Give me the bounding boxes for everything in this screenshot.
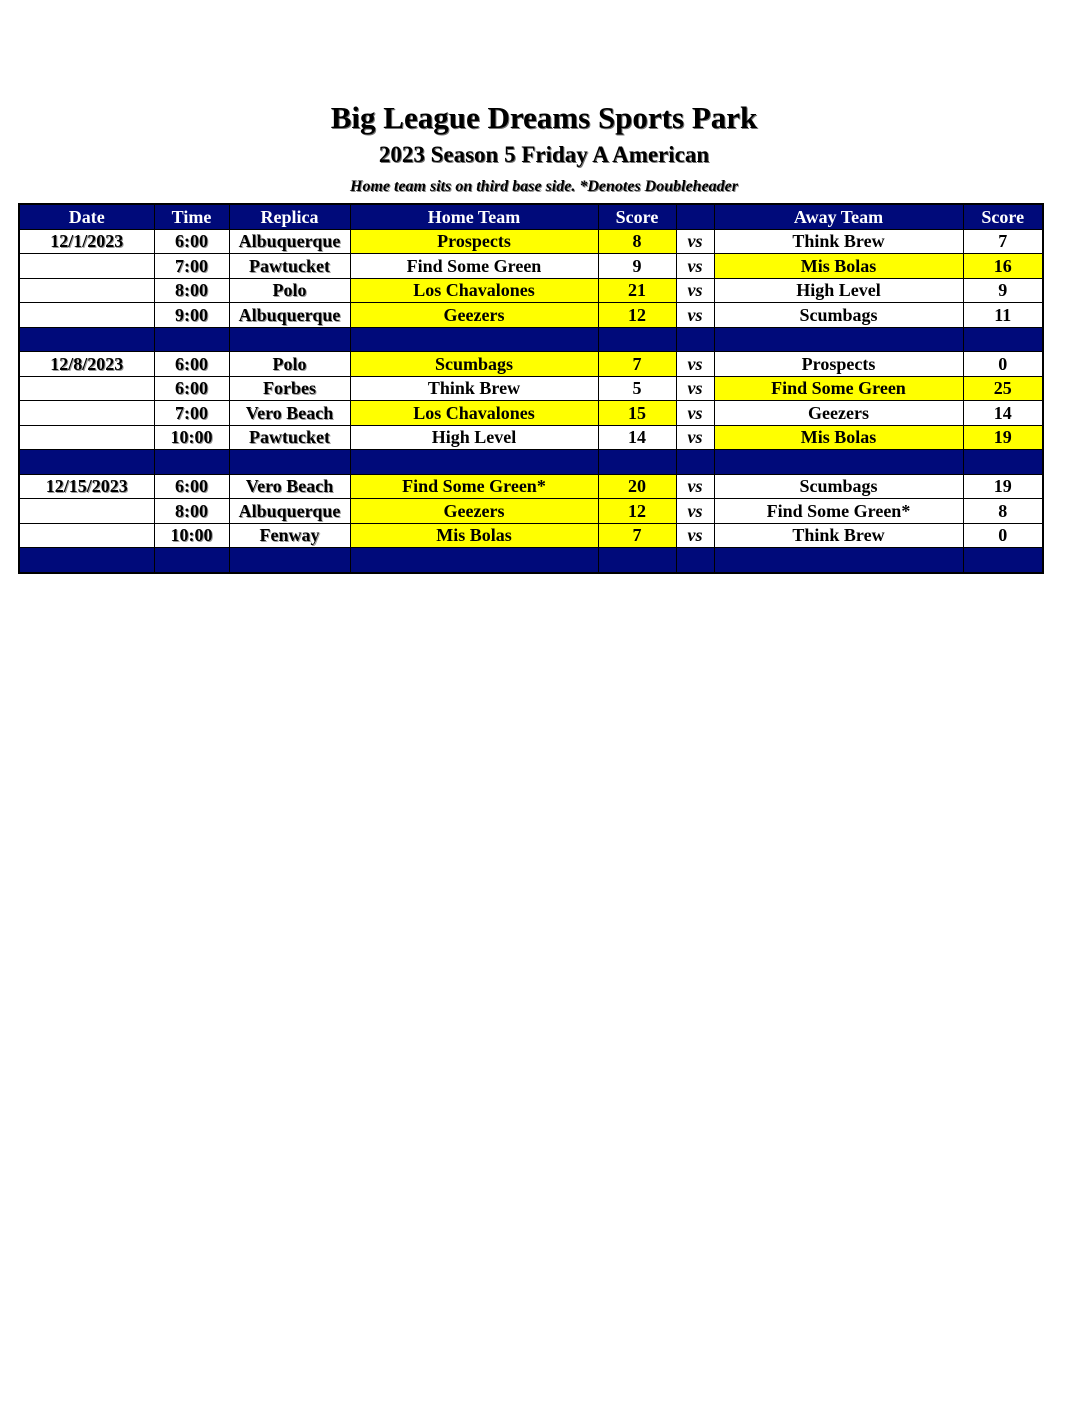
schedule-table xyxy=(18,203,1044,574)
time-cell: 8:00 xyxy=(154,278,229,303)
away-score-cell: 0 xyxy=(963,352,1043,377)
away-score-cell: 19 xyxy=(963,425,1043,450)
schedule-note: Home team sits on third base side. *Denotes Doubleheader xyxy=(350,178,738,195)
separator-cell xyxy=(676,327,714,352)
header-replica: Replica xyxy=(229,204,350,229)
date-cell xyxy=(19,425,154,450)
away-score-cell: 14 xyxy=(963,401,1043,426)
separator-row xyxy=(19,450,1043,475)
replica-cell: Albuquerque xyxy=(229,499,350,524)
header-vs xyxy=(676,204,714,229)
separator-cell xyxy=(350,327,598,352)
separator-cell xyxy=(154,548,229,573)
replica-cell: Polo xyxy=(229,278,350,303)
header-date: Date xyxy=(19,204,154,229)
separator-cell xyxy=(676,450,714,475)
vs-cell: vs xyxy=(676,278,714,303)
page-subtitle: 2023 Season 5 Friday A American xyxy=(378,142,710,167)
away-score-cell: 16 xyxy=(963,254,1043,279)
away-team-cell: Scumbags xyxy=(714,474,963,499)
home-team-cell: Mis Bolas xyxy=(350,523,598,548)
date-cell xyxy=(19,278,154,303)
vs-cell: vs xyxy=(676,523,714,548)
away-team-cell: Think Brew xyxy=(714,229,963,254)
date-cell xyxy=(19,303,154,328)
separator-cell xyxy=(229,327,350,352)
separator-cell xyxy=(714,327,963,352)
header-away-team: Away Team xyxy=(714,204,963,229)
time-cell: 6:00 xyxy=(154,474,229,499)
away-team-cell: Prospects xyxy=(714,352,963,377)
home-team-cell: Geezers xyxy=(350,499,598,524)
date-cell xyxy=(19,254,154,279)
vs-cell: vs xyxy=(676,303,714,328)
away-score-cell: 25 xyxy=(963,376,1043,401)
time-cell: 6:00 xyxy=(154,376,229,401)
date-cell xyxy=(19,401,154,426)
date-cell xyxy=(19,499,154,524)
separator-cell xyxy=(19,327,154,352)
home-score-cell: 15 xyxy=(598,401,676,426)
separator-cell xyxy=(19,450,154,475)
header-row xyxy=(19,204,1043,229)
away-team-cell: Think Brew xyxy=(714,523,963,548)
home-team-cell: Los Chavalones xyxy=(350,278,598,303)
time-cell: 7:00 xyxy=(154,401,229,426)
home-score-cell: 14 xyxy=(598,425,676,450)
replica-cell: Fenway xyxy=(229,523,350,548)
separator-cell xyxy=(229,548,350,573)
vs-cell: vs xyxy=(676,254,714,279)
vs-cell: vs xyxy=(676,499,714,524)
home-score-cell: 8 xyxy=(598,229,676,254)
separator-cell xyxy=(714,450,963,475)
vs-cell: vs xyxy=(676,425,714,450)
replica-cell: Pawtucket xyxy=(229,254,350,279)
time-cell: 10:00 xyxy=(154,523,229,548)
time-cell: 6:00 xyxy=(154,229,229,254)
home-score-cell: 7 xyxy=(598,523,676,548)
vs-cell: vs xyxy=(676,229,714,254)
home-score-cell: 5 xyxy=(598,376,676,401)
vs-cell: vs xyxy=(676,401,714,426)
replica-cell: Polo xyxy=(229,352,350,377)
table-row xyxy=(19,229,1043,254)
home-team-cell: Find Some Green* xyxy=(350,474,598,499)
replica-cell: Forbes xyxy=(229,376,350,401)
table-row xyxy=(19,474,1043,499)
table-row xyxy=(19,278,1043,303)
away-score-cell: 7 xyxy=(963,229,1043,254)
separator-cell xyxy=(598,327,676,352)
away-team-cell: Mis Bolas xyxy=(714,254,963,279)
date-cell: 12/15/2023 xyxy=(19,474,154,499)
table-row xyxy=(19,376,1043,401)
time-cell: 10:00 xyxy=(154,425,229,450)
replica-cell: Vero Beach xyxy=(229,401,350,426)
home-score-cell: 20 xyxy=(598,474,676,499)
table-row xyxy=(19,303,1043,328)
date-cell: 12/8/2023 xyxy=(19,352,154,377)
separator-cell xyxy=(598,548,676,573)
away-team-cell: Scumbags xyxy=(714,303,963,328)
separator-row xyxy=(19,548,1043,573)
replica-cell: Vero Beach xyxy=(229,474,350,499)
home-team-cell: Scumbags xyxy=(350,352,598,377)
date-cell xyxy=(19,376,154,401)
separator-cell xyxy=(350,548,598,573)
vs-cell: vs xyxy=(676,352,714,377)
away-team-cell: Find Some Green xyxy=(714,376,963,401)
home-team-cell: Los Chavalones xyxy=(350,401,598,426)
page-title: Big League Dreams Sports Park xyxy=(330,100,758,135)
separator-cell xyxy=(714,548,963,573)
header-home-team: Home Team xyxy=(350,204,598,229)
table-row xyxy=(19,425,1043,450)
schedule-body xyxy=(19,229,1043,573)
replica-cell: Albuquerque xyxy=(229,229,350,254)
separator-row xyxy=(19,327,1043,352)
separator-cell xyxy=(676,548,714,573)
home-score-cell: 12 xyxy=(598,303,676,328)
away-score-cell: 9 xyxy=(963,278,1043,303)
table-row xyxy=(19,352,1043,377)
away-team-cell: Find Some Green* xyxy=(714,499,963,524)
away-score-cell: 11 xyxy=(963,303,1043,328)
header-time: Time xyxy=(154,204,229,229)
date-cell xyxy=(19,523,154,548)
separator-cell xyxy=(19,548,154,573)
table-row xyxy=(19,401,1043,426)
home-team-cell: Think Brew xyxy=(350,376,598,401)
time-cell: 8:00 xyxy=(154,499,229,524)
replica-cell: Albuquerque xyxy=(229,303,350,328)
away-team-cell: Mis Bolas xyxy=(714,425,963,450)
separator-cell xyxy=(598,450,676,475)
home-team-cell: Prospects xyxy=(350,229,598,254)
table-row xyxy=(19,523,1043,548)
away-team-cell: High Level xyxy=(714,278,963,303)
separator-cell xyxy=(229,450,350,475)
header-away-score: Score xyxy=(963,204,1043,229)
away-score-cell: 0 xyxy=(963,523,1043,548)
separator-cell xyxy=(154,327,229,352)
time-cell: 6:00 xyxy=(154,352,229,377)
home-score-cell: 12 xyxy=(598,499,676,524)
home-team-cell: High Level xyxy=(350,425,598,450)
time-cell: 7:00 xyxy=(154,254,229,279)
vs-cell: vs xyxy=(676,376,714,401)
away-score-cell: 8 xyxy=(963,499,1043,524)
home-score-cell: 21 xyxy=(598,278,676,303)
home-score-cell: 7 xyxy=(598,352,676,377)
replica-cell: Pawtucket xyxy=(229,425,350,450)
separator-cell xyxy=(350,450,598,475)
separator-cell xyxy=(154,450,229,475)
table-row xyxy=(19,254,1043,279)
table-row xyxy=(19,499,1043,524)
separator-cell xyxy=(963,548,1043,573)
vs-cell: vs xyxy=(676,474,714,499)
away-score-cell: 19 xyxy=(963,474,1043,499)
date-cell: 12/1/2023 xyxy=(19,229,154,254)
home-team-cell: Find Some Green xyxy=(350,254,598,279)
separator-cell xyxy=(963,450,1043,475)
home-score-cell: 9 xyxy=(598,254,676,279)
home-team-cell: Geezers xyxy=(350,303,598,328)
header-home-score: Score xyxy=(598,204,676,229)
separator-cell xyxy=(963,327,1043,352)
time-cell: 9:00 xyxy=(154,303,229,328)
away-team-cell: Geezers xyxy=(714,401,963,426)
